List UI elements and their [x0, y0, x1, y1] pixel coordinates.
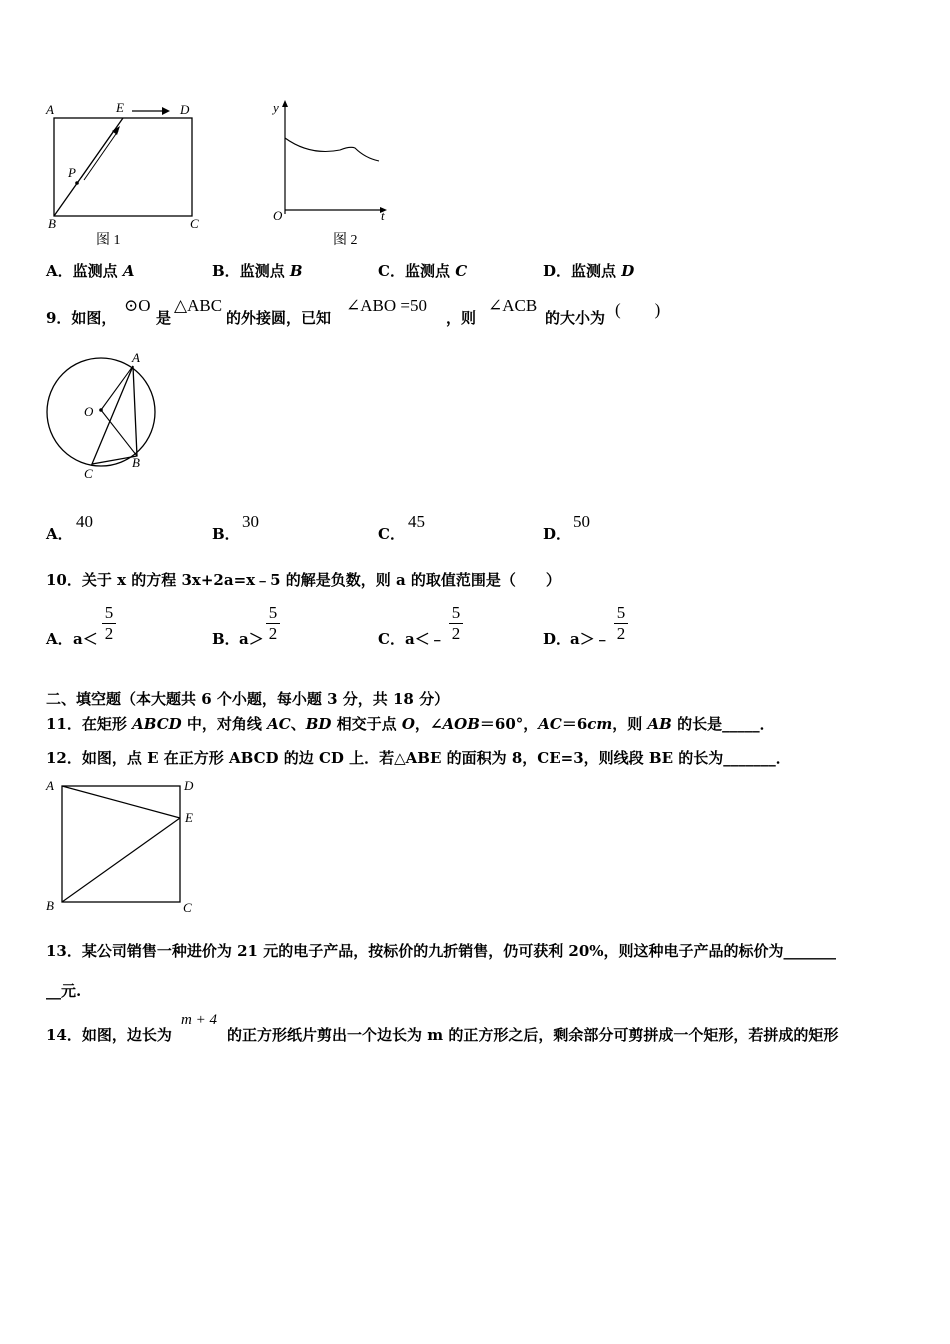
q9-triangle: △ABC [174, 296, 223, 315]
q10-option-d[interactable]: D． a＞﹣ 5 2 [543, 604, 673, 652]
q9-given: ∠ABO =50 [346, 296, 427, 315]
fig1-arrow-path [84, 131, 118, 180]
q9-then: ，则 [446, 309, 477, 327]
figure-2 [265, 98, 405, 248]
q9-mid: 的外接圆，已知 [226, 309, 332, 327]
q9-is: 是 [156, 309, 172, 327]
q10-a-denominator: 2 [104, 624, 114, 643]
q13-line1: 13．某公司销售一种进价为 21 元的电子产品，按标价的九折销售，仍可获利 20%，则这种电子产品的标价为_______ [46, 942, 837, 960]
q10-b-numerator: 5 [268, 603, 278, 622]
q9-option-b[interactable]: B． 30 [212, 512, 259, 543]
q10-option-c[interactable]: C． a＜﹣ 5 2 [378, 604, 508, 652]
q10-a-numerator: 5 [104, 603, 114, 622]
fig1-label-e: E [116, 100, 124, 115]
q12-label-c: C [183, 900, 192, 915]
fig2-label-o: O [273, 208, 283, 223]
fig2-curve [285, 138, 379, 161]
fig1-point-p [75, 181, 79, 185]
q9-label-o: O [84, 404, 94, 419]
q9-option-d[interactable]: D． 50 [543, 512, 590, 543]
q10-option-a[interactable]: A． a＜ 5 2 [46, 604, 176, 652]
fig2-caption: 图 2 [333, 233, 358, 248]
q9-suffix: 的大小为 [545, 309, 606, 327]
q9-point-o [99, 408, 103, 412]
q10-b-denominator: 2 [268, 624, 278, 643]
q9-label-b: B [132, 455, 140, 470]
q8-option-a[interactable]: A．监测点 A [46, 262, 135, 280]
fig1-label-d: D [180, 102, 190, 117]
q12-label-d: D [184, 778, 194, 793]
section-2-heading: 二、填空题（本大题共 6 个小题，每小题 3 分，共 18 分） [46, 690, 450, 708]
q14-prefix: 14．如图，边长为 [46, 1026, 172, 1044]
fig1-label-p: P [68, 165, 76, 180]
q9-label-c: C [84, 466, 93, 481]
q12-square [62, 786, 180, 902]
fig2-label-t: t [381, 208, 385, 223]
q14-suffix: 的正方形纸片剪出一个边长为 m 的正方形之后，剩余部分可剪拼成一个矩形，若拼成的矩形 [227, 1026, 839, 1044]
fig1-arrow-path-2 [81, 129, 115, 178]
q10-option-b[interactable]: B． a＞ 5 2 [212, 604, 342, 652]
fig2-y-arrow [282, 100, 288, 107]
q9-triangle-abc [92, 366, 137, 464]
q10-c-denominator: 2 [451, 624, 461, 643]
q11-stem: 11．在矩形 ABCD 中，对角线 AC、BD 相交于点 O，∠AOB＝60°，AC＝6cm，则 AB 的长是_____． [46, 715, 775, 733]
q12-stem: 12．如图，点 E 在正方形 ABCD 的边 CD 上．若△ABE 的面积为 8，CE=3，则线段 BE 的长为_______． [46, 749, 791, 767]
fig1-label-a: A [46, 102, 54, 117]
q12-line-be [62, 818, 180, 902]
q9-figure [40, 348, 170, 488]
figure-1 [44, 98, 209, 248]
q12-figure [40, 776, 210, 916]
fig1-arrowhead-ed [162, 107, 170, 115]
q14-expr: m + 4 [181, 1012, 217, 1028]
q9-line-ob [101, 410, 137, 456]
q10-c-numerator: 5 [451, 603, 461, 622]
q9-circle-shape [47, 358, 155, 466]
q12-label-e: E [185, 810, 193, 825]
q9-option-c[interactable]: C． 45 [378, 512, 425, 543]
q8-option-b[interactable]: B．监测点 B [212, 262, 303, 280]
fig2-label-y: y [273, 100, 279, 115]
q12-label-a: A [46, 778, 54, 793]
q9-target: ∠ACB [488, 296, 538, 315]
q9-label-a: A [132, 350, 140, 365]
q9-paren: ( ) [615, 300, 661, 319]
fig1-label-b: B [48, 216, 56, 231]
q10-d-numerator: 5 [616, 603, 626, 622]
q12-line-ae [62, 786, 180, 818]
q8-option-c[interactable]: C．监测点 C [378, 262, 468, 280]
q9-option-a[interactable]: A． 40 [46, 512, 93, 543]
q13-line2: __元. [46, 982, 82, 1000]
q12-label-b: B [46, 898, 54, 913]
fig1-label-c: C [190, 216, 199, 231]
q10-d-denominator: 2 [616, 624, 626, 643]
q8-option-d[interactable]: D．监测点 D [543, 262, 635, 280]
q9-prefix: 9．如图， [46, 309, 117, 327]
fig1-caption: 图 1 [96, 233, 121, 248]
q9-circle: ⊙O [124, 296, 151, 315]
q10-stem: 10．关于 x 的方程 3x+2a=x﹣5 的解是负数，则 a 的取值范围是（ ） [46, 571, 561, 589]
